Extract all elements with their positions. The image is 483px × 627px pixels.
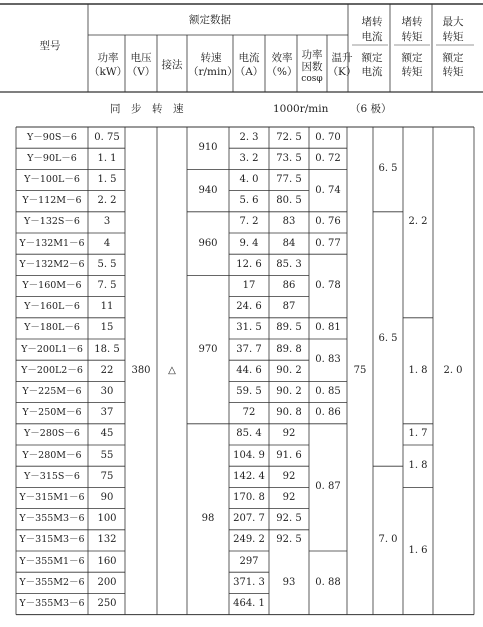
row-current: 24. 6 [236,301,262,313]
merged-max-torque: 2. 0 [443,364,463,376]
row-efficiency: 85. 3 [276,258,302,270]
row-power: 37 [100,407,114,419]
row-power: 1. 5 [97,174,117,185]
row-current: 5. 6 [239,195,259,207]
header-locked-torque-4: 转矩 [401,66,423,78]
merged-power-factor: 0. 72 [315,152,341,164]
merged-power-factor: 0. 81 [315,322,341,334]
merged-power-factor: 0. 70 [315,131,341,143]
merged-voltage: 380 [131,364,151,376]
row-model: Y－160L－6 [24,301,80,313]
merged-power-factor: 0. 76 [315,216,341,228]
header-voltage-1: 电压 [130,52,152,64]
row-model: Y－90L－6 [27,152,77,164]
row-efficiency: 83 [282,216,296,228]
row-efficiency: 80. 5 [276,195,302,207]
row-model: Y－315S－6 [24,470,80,482]
row-current: 7. 2 [239,216,259,228]
row-current: 31. 5 [236,322,262,334]
row-power: 55 [100,449,114,461]
merged-locked-current: 7. 0 [378,534,398,546]
row-model: Y－90S－6 [27,131,77,143]
row-power: 0. 75 [94,131,120,143]
row-efficiency: 84 [282,237,296,249]
row-efficiency: 92. 5 [276,513,302,525]
row-current: 72 [242,407,256,419]
row-model: Y－250M－6 [22,407,82,419]
merged-connection: △ [168,364,176,376]
header-speed-1: 转速 [200,52,222,64]
row-current: 44. 6 [236,364,262,376]
row-power: 75 [100,470,114,482]
merged-power-factor: 0. 77 [315,237,341,249]
merged-speed: 940 [198,184,218,196]
header-locked-current-4: 电流 [361,66,383,78]
merged-locked-torque: 1. 6 [408,545,428,556]
row-efficiency: 92 [282,492,296,503]
merged-locked-torque: 1. 8 [408,460,428,472]
merged-power-factor: 0. 88 [315,576,341,588]
row-model: Y－315M1－6 [19,492,85,503]
row-power: 250 [97,598,117,609]
row-model: Y－132M1－6 [19,237,85,249]
row-model: Y－160M－6 [22,280,82,291]
row-efficiency: 92 [282,428,296,440]
header-current-2: （A） [234,66,264,78]
row-current: 371. 3 [233,576,265,588]
row-model: Y－200L1－6 [21,343,83,355]
header-locked-current-3: 额定 [361,52,383,64]
header-max-torque-4: 转矩 [442,66,464,78]
row-current: 2. 3 [239,131,259,143]
row-efficiency: 77. 5 [276,174,302,185]
row-current: 297 [239,555,259,567]
row-efficiency: 89. 5 [276,322,302,334]
row-current: 37. 7 [236,343,262,355]
row-efficiency: 91. 6 [276,449,302,461]
row-model: Y－355M2－6 [19,576,85,588]
header-pf-1: 功率 [301,49,323,61]
section-poles: （6 极） [350,103,392,115]
row-current: 142. 4 [233,470,265,482]
merged-power-factor: 0. 74 [315,184,341,196]
row-power: 4 [103,237,111,249]
header-locked-torque-3: 额定 [401,52,423,64]
row-efficiency: 73. 5 [276,152,302,164]
row-current: 3. 2 [239,152,259,164]
header-connection: 接法 [161,59,183,71]
row-efficiency: 90. 2 [276,386,302,397]
row-efficiency: 92 [282,470,296,482]
row-efficiency: 72. 5 [276,131,302,143]
merged-locked-current: 6. 5 [378,163,398,175]
header-locked-torque-2: 转矩 [401,31,423,43]
row-model: Y－132M2－6 [19,258,85,270]
header-power-1: 功率 [97,52,119,64]
merged-temp-rise: 75 [353,364,367,376]
row-model: Y－200L2－6 [21,364,83,376]
header-speed-2: （r/min） [188,66,238,78]
row-current: 9. 4 [239,237,259,249]
merged-power-factor: 0. 86 [315,407,341,419]
row-model: Y－355M3－6 [19,598,85,609]
row-model: Y－112M－6 [22,195,82,207]
header-locked-torque-1: 堵转 [401,16,423,28]
row-model: Y－100L－6 [24,174,80,185]
row-current: 85. 4 [236,428,262,440]
row-current: 170. 8 [233,492,265,503]
row-current: 4. 0 [239,174,259,185]
merged-speed: 98 [201,513,215,525]
row-model: Y－280S－6 [24,428,80,440]
row-power: 3 [103,216,111,228]
row-current: 249. 2 [233,534,265,546]
header-pf-3: cosφ [301,74,323,84]
header-efficiency-2: （%） [266,66,298,78]
header-power-2: （kW） [89,66,128,78]
header-rated-group: 额定数据 [189,14,231,26]
merged-speed: 960 [198,237,218,249]
row-model: Y－355M1－6 [19,555,85,567]
row-power: 45 [100,428,114,440]
row-model: Y－180L－6 [24,322,80,334]
row-model: Y－132S－6 [24,216,80,228]
header-locked-current-1: 堵转 [361,16,383,28]
merged-speed: 910 [198,142,218,154]
section-sync-speed-value: 1000r/min [273,103,329,115]
row-power: 30 [100,386,114,397]
section-sync-speed-label: 同 步 转 速 [110,103,184,115]
header-model: 型号 [39,40,61,52]
merged-speed: 970 [198,343,218,355]
header-max-torque-2: 转矩 [442,31,464,43]
row-power: 1. 1 [97,152,117,164]
header-current-1: 电流 [238,52,260,64]
row-current: 12. 6 [236,258,262,270]
row-efficiency: 89. 8 [276,343,302,355]
row-power: 90 [100,492,114,503]
header-voltage-2: （V） [126,66,156,78]
merged-locked-current: 6. 5 [378,333,398,344]
row-power: 22 [100,364,114,376]
row-current: 464. 1 [233,598,265,609]
row-model: Y－355M3－6 [19,513,85,525]
row-current: 17 [242,280,256,291]
merged-locked-torque: 2. 2 [408,216,428,228]
row-power: 15 [100,322,114,334]
merged-power-factor: 0. 85 [315,386,341,397]
header-locked-current-2: 电流 [361,31,383,43]
row-model: Y－315M3－6 [19,534,85,546]
row-efficiency: 90. 8 [276,407,302,419]
merged-locked-torque: 1. 8 [408,364,428,376]
row-efficiency: 86 [282,280,296,291]
row-power: 160 [97,555,117,567]
header-max-torque-1: 最大 [442,16,464,28]
row-current: 104. 9 [233,449,265,461]
row-power: 5. 5 [97,258,117,270]
row-current: 207. 7 [233,513,265,525]
header-max-torque-3: 额定 [442,52,464,64]
merged-power-factor: 0. 78 [315,280,341,291]
merged-locked-torque: 1. 7 [408,428,428,440]
row-power: 200 [97,576,117,588]
merged-eff-tail: 93 [282,576,296,588]
merged-power-factor: 0. 87 [315,481,341,493]
row-efficiency: 92. 5 [276,534,302,546]
row-power: 100 [97,513,117,525]
row-power: 18. 5 [94,343,120,355]
row-efficiency: 87 [282,301,296,313]
row-power: 7. 5 [97,280,117,291]
header-temp-1: 温升 [331,52,353,64]
row-current: 59. 5 [236,386,262,397]
row-model: Y－225M－6 [22,386,82,397]
header-efficiency-1: 效率 [271,52,293,64]
row-power: 132 [97,534,117,546]
row-power: 2. 2 [97,195,117,207]
header-pf-2: 因数 [301,61,323,73]
row-power: 11 [100,301,114,313]
header-temp-2: （K） [327,66,357,78]
merged-power-factor: 0. 83 [315,354,341,366]
row-model: Y－280M－6 [22,449,82,461]
row-efficiency: 90. 2 [276,364,302,376]
